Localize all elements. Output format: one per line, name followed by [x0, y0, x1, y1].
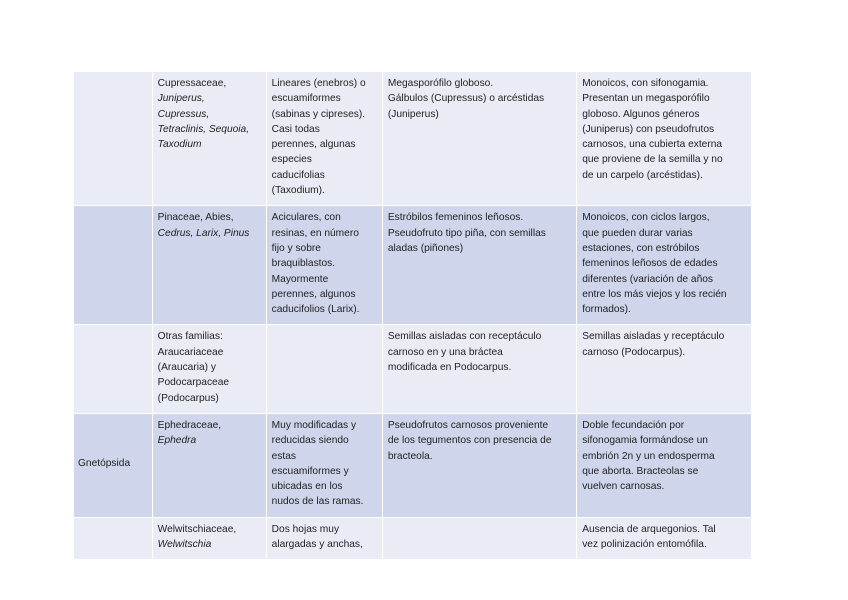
leaves-cell: [266, 325, 382, 413]
class-cell: [74, 72, 152, 206]
notes-cell: Doble fecundación por sifonogamia formándose un embrión 2n y un endosperma que aborta. Bracteolas se vuelven carnosas.: [577, 413, 752, 517]
seeds-cell: Pseudofrutos carnosos proveniente de los tegumentos con presencia de bracteola.: [382, 413, 576, 517]
family-cell: Otras familias: Araucariaceae (Araucaria) y Podocarpaceae (Podocarpus): [152, 325, 266, 413]
table-row: [74, 517, 752, 560]
leaves-cell: Aciculares, con resinas, en número fijo y sobre braquiblastos. Mayormente perennes, algunos caducifolios (Larix).: [266, 206, 382, 325]
notes-cell: Semillas aisladas y receptáculo carnoso (Podocarpus).: [577, 325, 752, 413]
class-cell: [74, 206, 152, 325]
seeds-cell: Megasporófilo globoso. Gálbulos (Cupressus) o arcéstidas (Juniperus): [382, 72, 576, 206]
seeds-cell: Estróbilos femeninos leñosos. Pseudofruto tipo piña, con semillas aladas (piñones): [382, 206, 576, 325]
seeds-cell: Semillas aisladas con receptáculo carnoso en y una bráctea modificada en Podocarpus.: [382, 325, 576, 413]
table-row: [74, 413, 752, 517]
class-cell: Gnetópsida: [74, 413, 152, 517]
family-cell: Cupressaceae, Juniperus, Cupressus, Tetraclinis, Sequoia, Taxodium: [152, 72, 266, 206]
table-row: [74, 72, 752, 206]
notes-cell: Monoicos, con sifonogamia. Presentan un megasporófilo globoso. Algunos géneros (Juniperus) con pseudofrutos carnosos, una cubierta externa que proviene de la semilla y no de un carpelo (arcéstidas).: [577, 72, 752, 206]
family-cell: Pinaceae, Abies, Cedrus, Larix, Pinus: [152, 206, 266, 325]
leaves-cell: Lineares (enebros) o escuamiformes (sabinas y cipreses). Casi todas perennes, algunas especies caducifolias (Taxodium).: [266, 72, 382, 206]
seeds-cell: [382, 517, 576, 560]
leaves-cell: Muy modificadas y reducidas siendo estas escuamiformes y ubicadas en los nudos de las ramas.: [266, 413, 382, 517]
gymnosperm-table: [74, 72, 752, 560]
class-cell: [74, 325, 152, 413]
notes-cell: Monoicos, con ciclos largos, que pueden durar varias estaciones, con estróbilos femeninos leñosos de edades diferentes (variación de años entre los más viejos y los recién formados).: [577, 206, 752, 325]
leaves-cell: Dos hojas muy alargadas y anchas,: [266, 517, 382, 560]
family-cell: Welwitschiaceae, Welwitschia: [152, 517, 266, 560]
class-cell: [74, 517, 152, 560]
notes-cell: Ausencia de arquegonios. Tal vez polinización entomófila.: [577, 517, 752, 560]
family-cell: Ephedraceae, Ephedra: [152, 413, 266, 517]
table-row: [74, 206, 752, 325]
table-row: [74, 325, 752, 413]
